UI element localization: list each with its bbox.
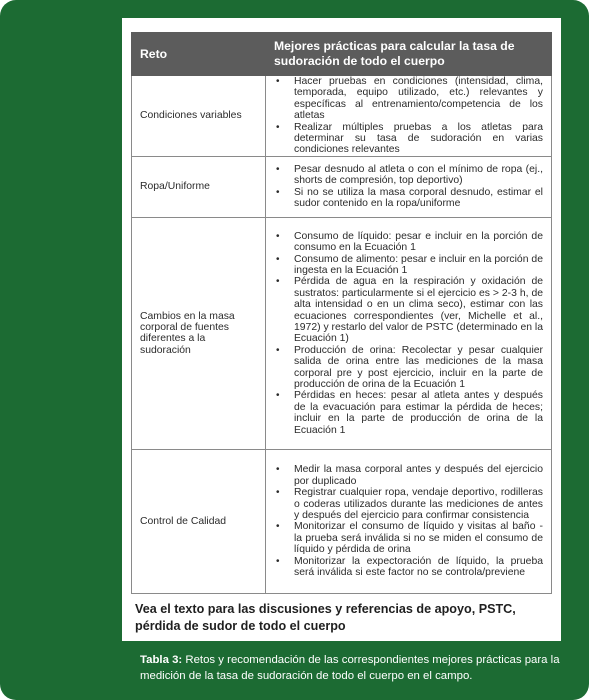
practices-list: [274, 464, 543, 578]
table-caption: [140, 653, 570, 684]
practices-cell: [266, 76, 552, 157]
list-item: • Monitorizar el consumo de líquido y visitas al baño - la prueba será inválida si no se miden el consumo de líquido y pérdida de orina: [294, 521, 543, 555]
practices-list: [274, 231, 543, 436]
list-item: • Realizar múltiples pruebas a los atletas para determinar su tasa de sudoración en varias condiciones relevantes: [294, 122, 543, 156]
table-panel: [122, 18, 561, 641]
caption-text: Retos y recomendación de las correspondientes mejores prácticas para la medición de la tasa de sudoración de todo el cuerpo en el campo.: [140, 654, 560, 682]
list-item: • Medir la masa corporal antes y después del ejercicio por duplicado: [294, 464, 543, 487]
list-item: • Pérdida de agua en la respiración y oxidación de sustratos: particularmente si el ejercicio es > 2-3 h, de alta intensidad o en un clima seco), estimar con las ecuaciones correspondientes (ver, Michelle et al., 1972) y restarlo del valor de PSTC (determinado en la Ecuación 1): [294, 276, 543, 344]
list-item: • Hacer pruebas en condiciones (intensidad, clima, temporada, equipo utilizado, etc.) relevantes y específicas al entrenamiento/competencia de los atletas: [294, 76, 543, 122]
table-row: [132, 156, 552, 217]
table-header-row: [132, 33, 552, 76]
practices-list: [274, 76, 543, 156]
header-reto: Reto: [132, 33, 266, 76]
list-item: • Consumo de alimento: pesar e incluir en la porción de ingesta en la Ecuación 1: [294, 254, 543, 277]
reto-cell: Condiciones variables: [132, 76, 266, 157]
practices-cell: [266, 217, 552, 449]
list-item: • Producción de orina: Recolectar y pesar cualquier salida de orina entre las mediciones de la masa corporal pre y post ejercicio, incluir en la parte de producción de orina de la Ecuación 1: [294, 345, 543, 391]
practices-cell: [266, 156, 552, 217]
practices-cell: [266, 449, 552, 593]
reto-cell: Control de Calidad: [132, 449, 266, 593]
table-footnote: Vea el texto para las discusiones y referencias de apoyo, PSTC, pérdida de sudor de todo el cuerpo: [135, 602, 516, 633]
caption-label: Tabla 3:: [140, 654, 183, 666]
reto-cell: Ropa/Uniforme: [132, 156, 266, 217]
list-item: • Pesar desnudo al atleta o con el mínimo de ropa (ej., shorts de compresión, top deportivo): [294, 164, 543, 187]
list-item: • Pérdidas en heces: pesar al atleta antes y después de la evacuación para estimar la pérdida de heces; incluir en la parte de producción de orina de la Ecuación 1: [294, 390, 543, 436]
table-row: [132, 217, 552, 449]
header-best-practices: Mejores prácticas para calcular la tasa de sudoración de todo el cuerpo: [266, 33, 552, 76]
best-practices-table: [131, 32, 552, 594]
reto-cell: Cambios en la masa corporal de fuentes diferentes a la sudoración: [132, 217, 266, 449]
list-item: • Monitorizar la expectoración de líquido, la prueba será inválida si este factor no se controla/previene: [294, 556, 543, 579]
table-row: [132, 76, 552, 157]
table-row: [132, 449, 552, 593]
list-item: • Si no se utiliza la masa corporal desnudo, estimar el sudor contenido en la ropa/uniforme: [294, 187, 543, 210]
list-item: • Consumo de líquido: pesar e incluir en la porción de consumo en la Ecuación 1: [294, 231, 543, 254]
practices-list: [274, 164, 543, 210]
list-item: • Registrar cualquier ropa, vendaje deportivo, rodilleras o coderas utilizados durante las mediciones de antes y después del ejercicio para confirmar consistencia: [294, 487, 543, 521]
